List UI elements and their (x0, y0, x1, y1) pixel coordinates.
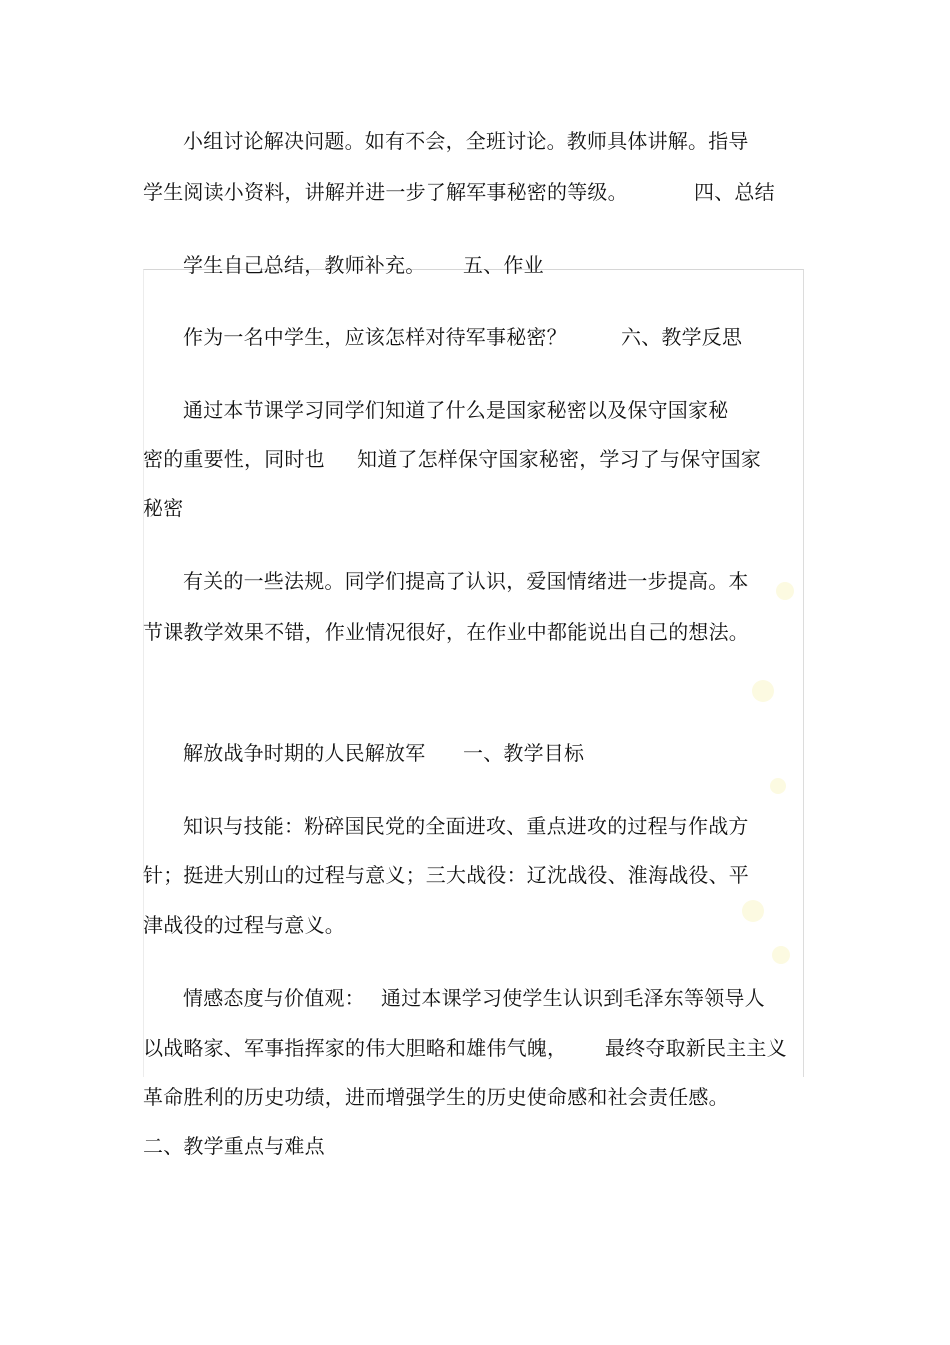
background-speck (772, 946, 790, 964)
text-line: 津战役的过程与意义。 (143, 913, 345, 937)
text-line: 知识与技能：粉碎国民党的全面进攻、重点进攻的过程与作战方 (183, 814, 749, 838)
text-line: 通过本节课学习同学们知道了什么是国家秘密以及保守国家秘 (183, 398, 729, 422)
background-speck (770, 778, 786, 794)
text-line: 情感态度与价值观： (183, 986, 365, 1010)
section-heading: 二、教学重点与难点 (143, 1134, 325, 1158)
text-line: 革命胜利的历史功绩，进而增强学生的历史使命感和社会责任感。 (143, 1085, 729, 1109)
background-speck (742, 900, 764, 922)
text-line: 学生阅读小资料，讲解并进一步了解军事秘密的等级。 (143, 180, 628, 204)
text-line: 针；挺进大别山的过程与意义；三大战役：辽沈战役、淮海战役、平 (143, 863, 749, 887)
text-line: 学生自己总结，教师补充。 (183, 253, 426, 277)
text-line: 秘密 (143, 496, 184, 520)
background-speck (752, 680, 774, 702)
text-line: 通过本课学习使学生认识到毛泽东等领导人 (381, 986, 765, 1010)
text-line: 以战略家、军事指挥家的伟大胆略和雄伟气魄， (143, 1036, 568, 1060)
text-line: 最终夺取新民主主义 (605, 1036, 787, 1060)
lesson-title: 解放战争时期的人民解放军 (183, 741, 426, 765)
page-frame (143, 269, 804, 1077)
text-line: 密的重要性，同时也 (143, 447, 325, 471)
section-heading: 一、教学目标 (463, 741, 585, 765)
text-line: 知道了怎样保守国家秘密，学习了与保守国家 (357, 447, 761, 471)
section-heading: 五、作业 (463, 253, 544, 277)
text-line: 小组讨论解决问题。如有不会，全班讨论。教师具体讲解。指导 (183, 129, 749, 153)
text-line: 节课教学效果不错，作业情况很好，在作业中都能说出自己的想法。 (143, 620, 749, 644)
section-heading: 四、总结 (694, 180, 775, 204)
background-speck (776, 582, 794, 600)
section-heading: 六、教学反思 (621, 325, 743, 349)
text-line: 作为一名中学生，应该怎样对待军事秘密？ (183, 325, 567, 349)
text-line: 有关的一些法规。同学们提高了认识，爱国情绪进一步提高。本 (183, 569, 749, 593)
